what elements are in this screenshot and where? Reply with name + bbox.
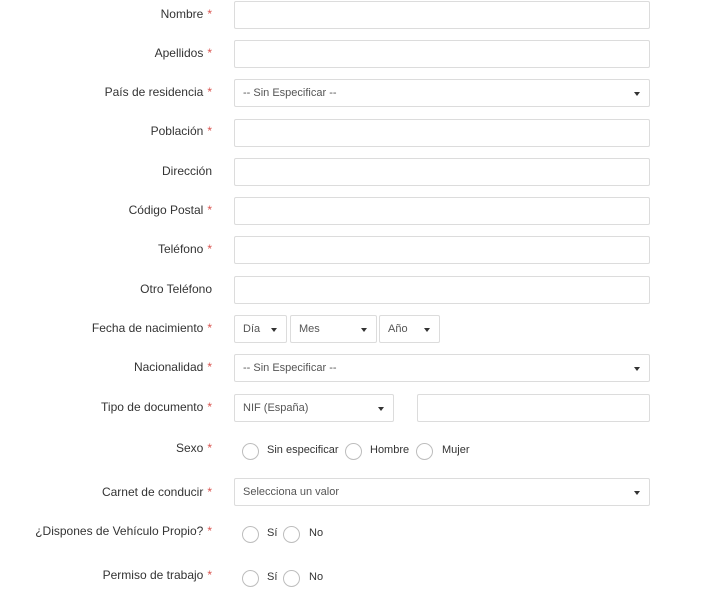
required-mark: * — [207, 85, 212, 99]
telefono-label-text: Teléfono — [157, 242, 204, 256]
pais-label-text: País de residencia — [104, 85, 204, 99]
sexo-sin-especificar-label[interactable]: Sin especificar — [267, 444, 339, 456]
documento-numero-input[interactable] — [417, 394, 650, 422]
codigo-postal-label-text: Código Postal — [128, 203, 204, 217]
sexo-hombre-label[interactable]: Hombre — [370, 444, 410, 456]
carnet-label-text: Carnet de conducir — [101, 485, 204, 499]
carnet-select[interactable] — [234, 478, 650, 506]
permiso-label-text: Permiso de trabajo — [102, 568, 204, 582]
apellidos-label — [155, 46, 212, 60]
nacionalidad-select[interactable] — [234, 354, 650, 382]
documento-select-value: NIF (España) — [243, 402, 309, 414]
direccion-label — [162, 164, 212, 178]
vehiculo-si-label[interactable]: Sí — [267, 527, 278, 539]
mes-select[interactable] — [290, 315, 377, 343]
permiso-label — [103, 568, 212, 582]
permiso-si-label[interactable]: Sí — [267, 571, 278, 583]
otro-telefono-input[interactable] — [234, 276, 650, 304]
caret-down-icon — [424, 328, 430, 332]
required-mark: * — [207, 400, 212, 414]
vehiculo-no-label[interactable]: No — [309, 527, 324, 539]
direccion-input[interactable] — [234, 158, 650, 186]
anio-select-value: Año — [388, 323, 408, 335]
documento-label — [101, 400, 212, 414]
documento-select[interactable] — [234, 394, 394, 422]
direccion-label-text: Dirección — [161, 164, 212, 178]
required-mark: * — [207, 203, 212, 217]
nombre-input[interactable] — [234, 1, 650, 29]
required-mark: * — [207, 46, 212, 60]
pais-select[interactable] — [234, 79, 650, 107]
required-mark: * — [207, 441, 212, 455]
caret-down-icon — [634, 367, 640, 371]
telefono-label — [158, 242, 212, 256]
nombre-label-text: Nombre — [160, 7, 204, 21]
nacionalidad-label-text: Nacionalidad — [133, 360, 204, 374]
poblacion-label — [151, 124, 212, 138]
permiso-no-label[interactable]: No — [309, 571, 324, 583]
caret-down-icon — [378, 407, 384, 411]
caret-down-icon — [361, 328, 367, 332]
codigo-postal-input[interactable] — [234, 197, 650, 225]
apellidos-label-text: Apellidos — [154, 46, 204, 60]
pais-label — [105, 85, 212, 99]
caret-down-icon — [271, 328, 277, 332]
sexo-sin-especificar-radio[interactable] — [242, 443, 259, 460]
documento-label-text: Tipo de documento — [101, 400, 204, 414]
required-mark: * — [207, 242, 212, 256]
codigo-postal-label — [129, 203, 212, 217]
telefono-input[interactable] — [234, 236, 650, 264]
caret-down-icon — [634, 92, 640, 96]
sexo-label — [176, 441, 212, 455]
mes-select-value: Mes — [299, 323, 320, 335]
sexo-label-text: Sexo — [175, 441, 204, 455]
otro-telefono-label-text: Otro Teléfono — [140, 282, 212, 296]
required-mark: * — [207, 568, 212, 582]
nombre-label — [161, 7, 212, 21]
required-mark: * — [207, 485, 212, 499]
sexo-mujer-radio[interactable] — [416, 443, 433, 460]
permiso-no-radio[interactable] — [283, 570, 300, 587]
dia-select[interactable] — [234, 315, 287, 343]
required-mark: * — [207, 124, 212, 138]
carnet-label — [102, 485, 212, 499]
caret-down-icon — [634, 491, 640, 495]
dia-select-value: Día — [243, 323, 261, 335]
nacionalidad-label — [134, 360, 212, 374]
vehiculo-label — [35, 524, 212, 538]
apellidos-input[interactable] — [234, 40, 650, 68]
anio-select[interactable] — [379, 315, 440, 343]
required-mark: * — [207, 524, 212, 538]
otro-telefono-label — [140, 282, 212, 296]
fecha-label-text: Fecha de nacimiento — [91, 321, 204, 335]
sexo-hombre-radio[interactable] — [345, 443, 362, 460]
poblacion-input[interactable] — [234, 119, 650, 147]
permiso-si-radio[interactable] — [242, 570, 259, 587]
vehiculo-si-radio[interactable] — [242, 526, 259, 543]
fecha-label — [92, 321, 212, 335]
required-mark: * — [207, 7, 212, 21]
carnet-select-value: Selecciona un valor — [243, 486, 340, 498]
vehiculo-no-radio[interactable] — [283, 526, 300, 543]
nacionalidad-select-value: -- Sin Especificar -- — [243, 362, 337, 374]
poblacion-label-text: Población — [150, 124, 204, 138]
sexo-mujer-label[interactable]: Mujer — [442, 444, 470, 456]
required-mark: * — [207, 321, 212, 335]
required-mark: * — [207, 360, 212, 374]
pais-select-value: -- Sin Especificar -- — [243, 87, 337, 99]
vehiculo-label-text: ¿Dispones de Vehículo Propio? — [35, 524, 204, 538]
